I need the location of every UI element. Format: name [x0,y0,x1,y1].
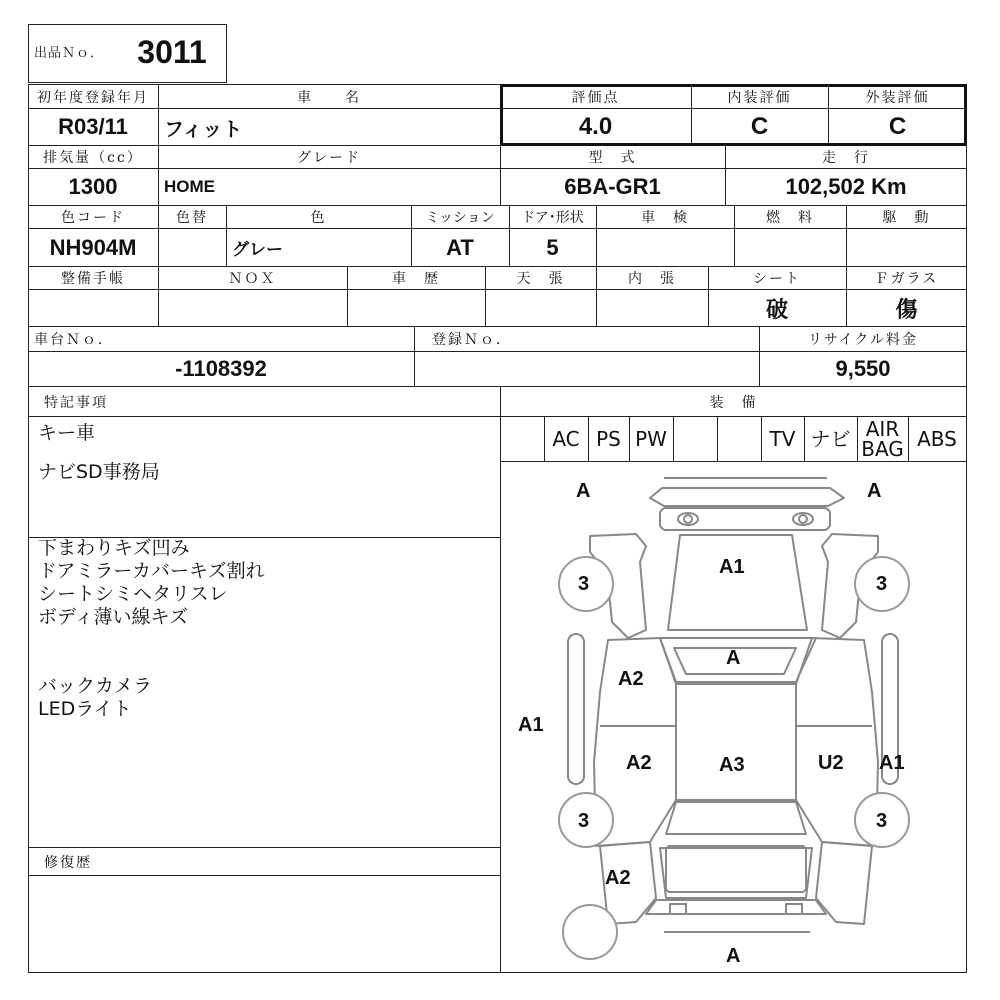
mark-front-right: A [867,480,882,502]
color-code-label: 色コード [61,210,125,226]
inspection-label: 車 検 [641,210,689,226]
mark-rear-bumper: A [726,945,741,967]
remark-block: 下まわりキズ凹み ドアミラーカバーキズ割れ シートシミヘタリスレ ボディ薄い線キズ バックカメラ LEDライト [38,537,265,720]
displacement-label: 排気量（cc） [43,150,143,166]
mark-right-door: U2 [818,752,844,774]
mark-left-front-fender: A2 [618,668,644,690]
score-label: 評価点 [571,89,620,106]
grade-value: HOME [164,177,215,196]
reg-no-value [414,352,759,386]
mark-windshield: A [726,647,741,669]
model-value: 6BA-GR1 [564,174,661,199]
chassis-no-value: -1108392 [175,356,267,381]
car-name-label: 車 名 [297,89,361,106]
model-label: 型 式 [588,150,637,166]
repair-history-label: 修復歴 [44,855,92,871]
mark-left-door: A2 [626,752,652,774]
equipment-tv: TV [769,427,796,451]
interior-grade-value: C [750,113,769,140]
mark-hood: A1 [719,556,745,578]
recycle-fee-label: リサイクル料金 [807,332,919,348]
lot-number: 3011 [137,33,207,70]
nox-label: ＮＯＸ [228,271,277,287]
mark-rear-left: A2 [605,867,631,889]
equipment-abs: ABS [917,427,957,451]
equipment-pw: PW [635,427,667,451]
color-value: グレー [232,240,283,259]
doors-label: ドア･形状 [521,210,584,226]
mark-front-left: A [576,480,591,502]
mark-right-side: A1 [879,752,905,774]
service-book-value [28,290,158,326]
exterior-grade-label: 外装評価 [865,89,930,106]
fuel-label: 燃 料 [766,210,814,226]
history-value [347,290,485,326]
grade-label: グレード [297,150,361,166]
lot-number-label: 出品Ｎｏ． [34,45,105,61]
seat-label: シート [753,271,801,287]
remark-line-2: ナビSD事務局 [38,461,160,483]
displacement-value: 1300 [68,174,118,199]
drive-value [846,229,967,266]
score-value: 4.0 [578,113,613,140]
transmission-label: ミッション [425,210,495,226]
car-damage-diagram [500,462,967,972]
sunroof-value [485,290,596,326]
color-change-label: 色替 [176,210,208,226]
mark-roof: A3 [719,754,745,776]
equipment-label: 装 備 [709,395,758,411]
equipment-navi: ナビ [810,427,851,451]
equipment-cell-5 [673,417,717,461]
chassis-no-label: 車台Ｎｏ． [34,332,114,348]
f-glass-label: Ｆガラス [874,271,939,287]
nox-value [158,290,347,326]
color-change-value [158,229,226,266]
recycle-fee-value: 9,550 [835,356,891,381]
mark-tire-rr: 3 [876,810,888,832]
interior-trim-label: 内 張 [628,271,676,287]
reg-no-label: 登録Ｎｏ． [432,332,512,348]
sunroof-label: 天 張 [516,271,565,287]
history-label: 車 歴 [392,271,440,287]
doors-value: 5 [546,234,559,260]
transmission-value: AT [446,234,474,260]
color-code-value: NH904M [49,234,137,260]
remark-line-1: キー車 [38,422,96,444]
first-reg-label: 初年度登録年月 [37,89,149,106]
equipment-ps: PS [596,427,621,451]
exterior-grade-value: C [888,113,907,140]
equipment-ac: AC [552,427,580,451]
interior-trim-value [596,290,708,326]
fuel-value [734,229,846,266]
f-glass-value: 傷 [895,296,918,323]
mark-tire-rl: 3 [578,810,590,832]
drive-label: 駆 動 [882,210,931,226]
equipment-cell-6 [717,417,761,461]
equipment-airbag: AIR BAG [861,417,904,461]
first-reg-value: R03/11 [58,114,128,139]
seat-value: 破 [765,296,788,323]
mileage-value: 102,502 Km [785,174,907,199]
mark-left-side: A1 [518,714,544,736]
mark-tire-fl: 3 [578,573,590,595]
mileage-label: 走 行 [822,150,870,166]
car-name-value: フィット [164,118,243,141]
remarks-label: 特記事項 [44,395,108,411]
inspection-value [596,229,734,266]
mark-tire-fr: 3 [876,573,888,595]
equipment-cell-1 [500,417,544,461]
service-book-label: 整備手帳 [61,271,125,287]
interior-grade-label: 内装評価 [727,89,792,106]
color-label: 色 [310,210,327,226]
